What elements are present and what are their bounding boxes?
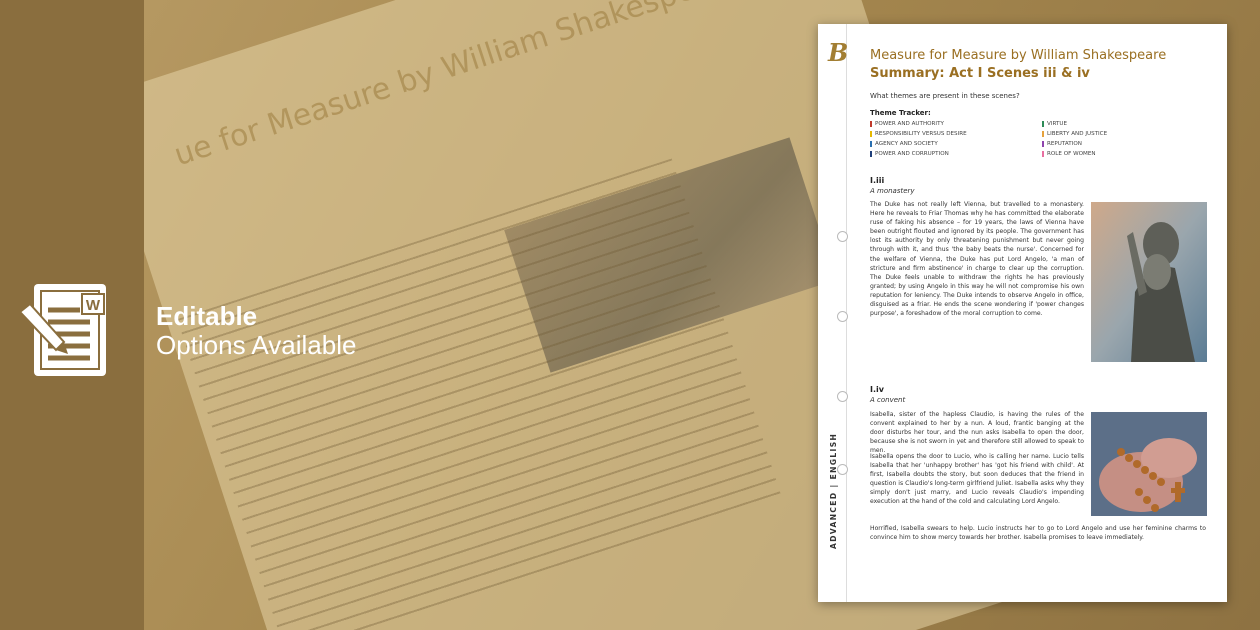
editable-document-icon xyxy=(18,282,110,378)
punch-hole xyxy=(837,391,848,402)
theme-label: LIBERTY AND JUSTICE xyxy=(1047,131,1108,137)
punch-hole xyxy=(837,311,848,322)
theme-question: What themes are present in these scenes? xyxy=(870,92,1020,100)
theme-item xyxy=(1042,151,1096,157)
theme-color-marker xyxy=(1042,151,1044,157)
theme-label: VIRTUE xyxy=(1047,121,1068,127)
punch-hole xyxy=(837,231,848,242)
section-paragraph: Horrified, Isabella swears to help. Lucio instructs her to go to Lord Angelo and use her feminine charms to convince him to show mercy towards her brother. Isabella promises to leave immediately. xyxy=(870,525,1206,542)
document-title: Measure for Measure by William Shakespeare xyxy=(870,48,1167,63)
svg-text:W: W xyxy=(85,297,101,314)
document-subtitle: Summary: Act I Scenes iii & iv xyxy=(870,66,1090,81)
theme-item xyxy=(870,141,938,147)
rosary-hands-photo xyxy=(1091,412,1207,516)
theme-label: REPUTATION xyxy=(1047,141,1082,147)
theme-color-marker xyxy=(1042,141,1044,147)
theme-color-marker xyxy=(1042,121,1044,127)
editable-badge xyxy=(156,302,356,360)
badge-subtitle: Options Available xyxy=(156,330,357,360)
theme-item xyxy=(870,121,944,127)
section-heading: I.iv xyxy=(870,385,884,394)
section-location: A convent xyxy=(870,396,906,404)
theme-item xyxy=(870,151,949,157)
section-heading: I.iii xyxy=(870,176,885,185)
theme-item xyxy=(1042,131,1107,137)
theme-color-marker xyxy=(870,121,872,127)
theme-item xyxy=(1042,141,1082,147)
theme-color-marker xyxy=(870,151,872,157)
theme-label: POWER AND CORRUPTION xyxy=(875,151,949,157)
theme-label: RESPONSIBILITY VERSUS DESIRE xyxy=(875,131,967,137)
section-paragraph: Isabella, sister of the hapless Claudio, is having the rules of the convent explained to her by a nun. A loud, frantic banging at the door disturbs her tour, and the nun asks Isabella to open the door, because she is not sworn in yet and therefore still allowed to speak to men. xyxy=(870,411,1084,455)
theme-item xyxy=(1042,121,1067,127)
badge-title: Editable xyxy=(156,301,258,331)
theme-color-marker xyxy=(870,141,872,147)
brand-logo: B xyxy=(828,38,849,67)
theme-item xyxy=(870,131,967,137)
theme-tracker-label: Theme Tracker: xyxy=(870,109,931,117)
theme-label: POWER AND AUTHORITY xyxy=(875,121,944,127)
theme-color-marker xyxy=(870,131,872,137)
statue-photo xyxy=(1091,202,1207,362)
punch-hole xyxy=(837,464,848,475)
section-paragraph: The Duke has not really left Vienna, but travelled to a monastery. Here he reveals to Friar Thomas why he has committed the elaborate ruse of faking his absence – for 19 years, the laws of Vienna have been outright flouted and ignored by its people. The government has lost its authority by only threatening punishment but never going through with it, and thus 'the baby beats the nurse'. Concerned for the welfare of Vienna, the Duke has put Lord Angelo, 'a man of stricture and firm abstinence' in charge to clear up the corruption. The Duke feels unable to withdraw the rights he has previously granted; by using Angelo in this way he will not compromise his own reputation for leniency. The Duke intends to observe Angelo in office, disguised as a friar. He ends the scene wondering if 'power changes purpose', a foreshadow of the moral corruption to come. xyxy=(870,201,1084,318)
section-location: A monastery xyxy=(870,187,915,195)
worksheet-document xyxy=(818,24,1227,602)
vertical-brand-text: ADVANCED | ENGLISH xyxy=(829,432,838,549)
theme-label: AGENCY AND SOCIETY xyxy=(875,141,938,147)
section-paragraph: Isabella opens the door to Lucio, who is calling her name. Lucio tells Isabella that her 'unhappy brother' has 'got his friend with child'. At first, Isabella doubts the story, but soon deduces that the friend in question is Claudio's long-term girlfriend Juliet. Isabella asks why they simply don't just marry, and Lucio reveals Claudio's impending execution at the hand of the cold and calculating Lord Angelo. xyxy=(870,453,1084,506)
theme-label: ROLE OF WOMEN xyxy=(1047,151,1096,157)
theme-color-marker xyxy=(1042,131,1044,137)
